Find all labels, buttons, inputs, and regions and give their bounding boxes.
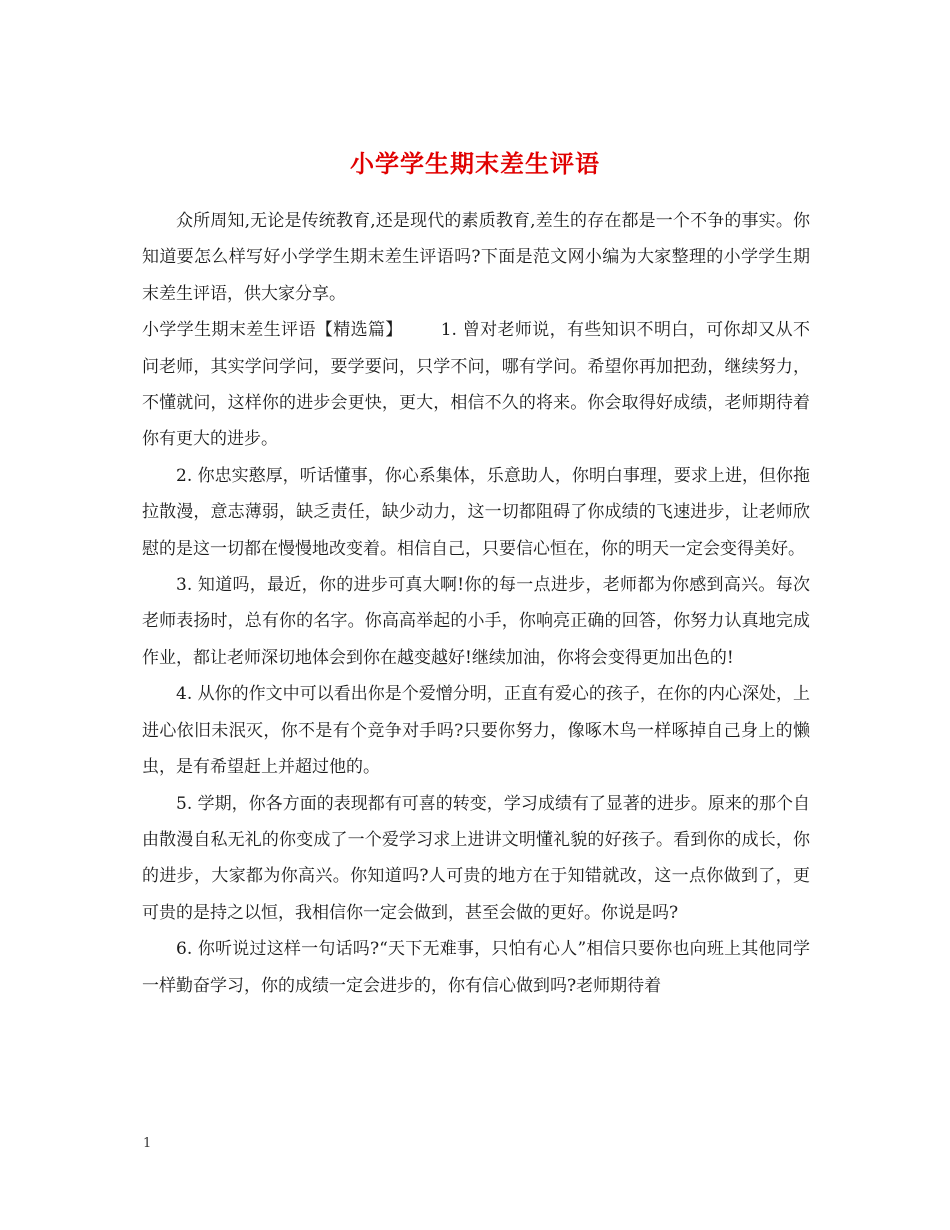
- item-paragraph-4: 4. 从你的作文中可以看出你是个爱憎分明，正直有爱心的孩子，在你的内心深处，上进心依旧未泯灭，你不是有个竞争对手吗?只要你努力，像啄木鸟一样啄掉自己身上的懒虫，是有希望赶上并超过他的。: [142, 684, 810, 778]
- item-paragraph-6: 6. 你听说过这样一句话吗?“天下无难事，只怕有心人”相信只要你也向班上其他同学一样勤奋学习，你的成绩一定会进步的，你有信心做到吗?老师期待着: [142, 939, 810, 996]
- document-body: [142, 203, 810, 1004]
- item-text-1: 1. 曾对老师说，有些知识不明白，可你却又从不问老师，其实学问学问，要学要问，只学不问，哪有学问。希望你再加把劲，继续努力，不懂就问，这样你的进步会更快，更大，相信不久的将来。你会取得好成绩，老师期待着你有更大的进步。: [142, 320, 810, 450]
- item-paragraph-1: [142, 312, 810, 458]
- item-paragraph-3: 3. 知道吗，最近，你的进步可真大啊!你的每一点进步，老师都为你感到高兴。每次老师表扬时，总有你的名字。你高高举起的小手，你响亮正确的回答，你努力认真地完成作业，都让老师深切地体会到你在越变越好!继续加油，你将会变得更加出色的!: [142, 575, 810, 668]
- item-paragraph-5: 5. 学期，你各方面的表现都有可喜的转变，学习成绩有了显著的进步。原来的那个自由散漫自私无礼的你变成了一个爱学习求上进讲文明懂礼貌的好孩子。看到你的成长，你的进步，大家都为你高兴。你知道吗?人可贵的地方在于知错就改，这一点你做到了，更可贵的是持之以恒，我相信你一定会做到，甚至会做的更好。你说是吗?: [142, 793, 810, 923]
- document-title: 小学学生期末差生评语: [350, 149, 600, 179]
- section-heading: 小学学生期末差生评语【精选篇】: [142, 320, 403, 341]
- intro-paragraph: 众所周知,无论是传统教育,还是现代的素质教育,差生的存在都是一个不争的事实。你知道要怎么样写好小学学生期末差生评语吗?下面是范文网小编为大家整理的小学学生期末差生评语，供大家分享。: [142, 211, 810, 304]
- item-paragraph-2: 2. 你忠实憨厚，听话懂事，你心系集体，乐意助人，你明白事理，要求上进，但你拖拉散漫，意志薄弱，缺乏责任，缺少动力，这一切都阻碍了你成绩的飞速进步，让老师欣慰的是这一切都在慢慢地改变着。相信自己，只要信心恒在，你的明天一定会变得美好。: [142, 465, 810, 559]
- page-number: 1: [143, 1136, 152, 1151]
